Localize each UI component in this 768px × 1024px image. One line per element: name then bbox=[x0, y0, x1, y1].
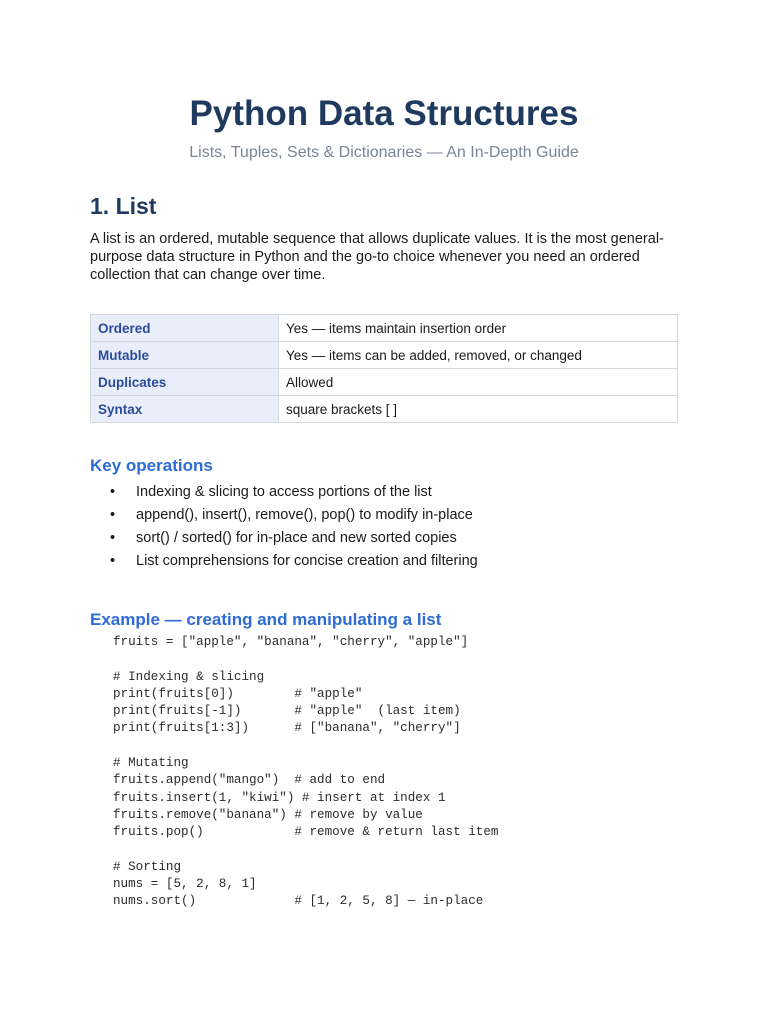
property-key: Ordered bbox=[91, 315, 279, 342]
list-item-text: Indexing & slicing to access portions of the list bbox=[136, 484, 432, 500]
bullet-icon: • bbox=[110, 530, 116, 546]
bullet-icon: • bbox=[110, 507, 116, 523]
property-value: square brackets [ ] bbox=[279, 396, 678, 423]
list-item-text: append(), insert(), remove(), pop() to modify in-place bbox=[136, 507, 473, 523]
list-item-text: List comprehensions for concise creation and filtering bbox=[136, 553, 478, 569]
list-item-text: sort() / sorted() for in-place and new sorted copies bbox=[136, 530, 457, 546]
table-row bbox=[91, 396, 678, 423]
properties-table bbox=[90, 314, 678, 423]
key-operations-heading: Key operations bbox=[90, 456, 213, 475]
section-intro: A list is an ordered, mutable sequence that allows duplicate values. It is the most general-purpose data structure in Python and the go-to choice whenever you need an ordered collection that can change over time. bbox=[90, 231, 664, 283]
page-title: Python Data Structures bbox=[189, 94, 579, 133]
list-item bbox=[90, 505, 678, 528]
page-subtitle: Lists, Tuples, Sets & Dictionaries — An In-Depth Guide bbox=[189, 144, 579, 161]
property-value: Yes — items maintain insertion order bbox=[279, 315, 678, 342]
example-heading: Example — creating and manipulating a list bbox=[90, 610, 442, 629]
section-heading: 1. List bbox=[90, 193, 157, 219]
table-row bbox=[91, 315, 678, 342]
list-item bbox=[90, 482, 678, 505]
bullet-icon: • bbox=[110, 553, 116, 569]
code-example: fruits = ["apple", "banana", "cherry", "apple"] # Indexing & slicing print(fruits[0]) # "apple" print(fruits[-1]) # "apple" (last item) print(fruits[1:3]) # ["banana", "cherry"] # Mutating fruits.append("mango") # add to end fruits.insert(1, "kiwi") # insert at index 1 fruits.remove("banana") # remove by value fruits.pop() # remove & return last item # Sorting nums = [5, 2, 8, 1] nums.sort() # [1, 2, 5, 8] — in-place bbox=[113, 635, 499, 909]
table-row bbox=[91, 342, 678, 369]
list-item bbox=[90, 551, 678, 574]
bullet-icon: • bbox=[110, 484, 116, 500]
property-key: Syntax bbox=[91, 396, 279, 423]
list-item bbox=[90, 528, 678, 551]
property-value: Allowed bbox=[279, 369, 678, 396]
property-value: Yes — items can be added, removed, or changed bbox=[279, 342, 678, 369]
key-operations-list bbox=[90, 482, 678, 574]
property-key: Duplicates bbox=[91, 369, 279, 396]
property-key: Mutable bbox=[91, 342, 279, 369]
table-row bbox=[91, 369, 678, 396]
